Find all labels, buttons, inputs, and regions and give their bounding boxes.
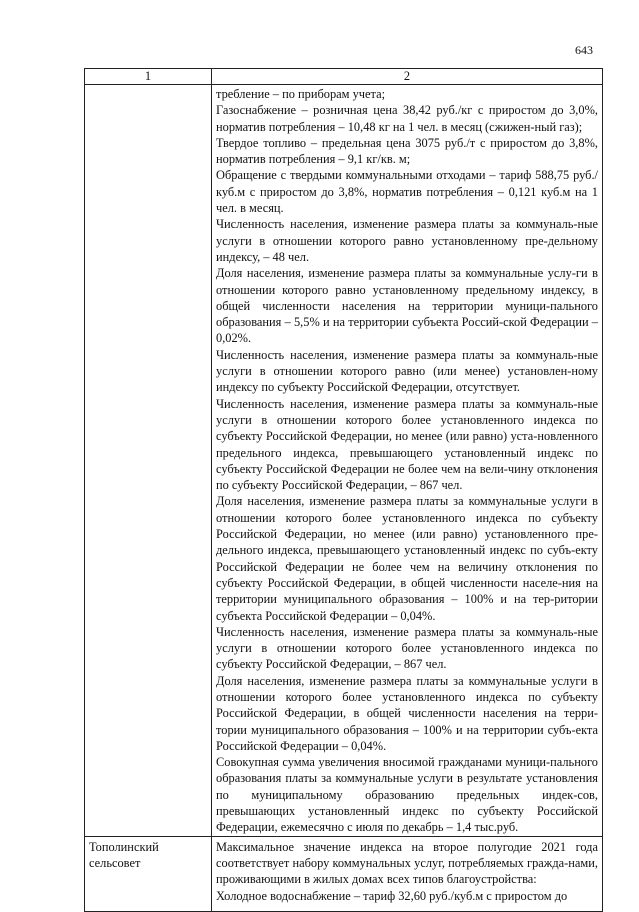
paragraph: Обращение с твердыми коммунальными отходами – тариф 588,75 руб./куб.м с приростом до 3,8%, норматив потребления – 0,121 куб.м на 1 чел. в месяц. (216, 168, 598, 216)
paragraph: Численность населения, изменение размера платы за коммуналь-ные услуги в отношении которого равно (или менее) установлен-ному индексу по субъекту Российской Федерации, отсутствует. (216, 347, 598, 395)
table-row (85, 85, 603, 837)
paragraph: Холодное водоснабжение – тариф 32,60 руб./куб.м с приростом до (216, 888, 568, 903)
table-header-row (85, 69, 603, 85)
row1-municipality-cell (85, 85, 212, 837)
row2-municipality-cell (85, 836, 212, 911)
paragraph: Доля населения, изменение размера платы за коммунальные услу-ги в отношении которого равно установленному предельному индексу, в общей численности населения на территории муници-пального образования – 5,5% и на территории субъекта Россий-ской Федерации – 0,02%. (216, 266, 598, 346)
municipality-name-line2: сельсовет (89, 855, 141, 870)
paragraph: Совокупная сумма увеличения вносимой гражданами муници-пального образования платы за коммунальные услуги в результате установления по муниципальному образованию предельных индек-сов, превышающих установленный индекс по субъекту Российской Федерации, ежемесячно с июля по декабрь – 1,4 тыс.руб. (216, 755, 598, 835)
column-header-1: 1 (85, 69, 212, 85)
paragraph: Численность населения, изменение размера платы за коммуналь-ные услуги в отношении которого равно установленному пре-дельному индексу, – 48 чел. (216, 217, 598, 264)
paragraph: Численность населения, изменение размера платы за коммуналь-ные услуги в отношении которого более установленного индекса по субъекту Российской Федерации, – 867 чел. (216, 624, 598, 672)
row1-description-cell (212, 85, 603, 837)
row2-description-cell (212, 836, 603, 911)
page-number: 643 (575, 43, 593, 57)
table-row (85, 836, 603, 911)
paragraph: Твердое топливо – предельная цена 3075 руб./т с приростом до 3,8%, норматив потребления – 9,1 кг/кв. м; (216, 135, 598, 167)
column-header-2: 2 (212, 69, 603, 85)
document-table (84, 68, 603, 912)
paragraph: требление – по приборам учета; (216, 87, 386, 101)
paragraph: Газоснабжение – розничная цена 38,42 руб./кг с приростом до 3,0%, норматив потребления – 10,48 кг на 1 чел. в месяц (сжижен-ный газ); (216, 103, 598, 134)
paragraph: Доля населения, изменение размера платы за коммунальные услуги в отношении которого более установленного индекса по субъекту Российской Федерации, в общей численности населения на терри-тории муниципального образования – 100% и на территории субъ-екта Российской Федерации – 0,04%. (216, 673, 598, 753)
paragraph: Доля населения, изменение размера платы за коммунальные услуги в отношении которого более установленного индекса по субъекту Российской Федерации, но менее (или равно) установленного пре-дельного индекса, превышающего установленный индекс по субъ-екту Российской Федерации не более чем на величину отклонения по субъекту Российской Федерации, в общей численности населе-ния на территории муниципального образования – 100% и на тер-ритории субъекта Российской Федерации – 0,04%. (216, 494, 598, 623)
paragraph: Максимальное значение индекса на второе полугодие 2021 года соответствует набору коммунальных услуг, потребляемых гражда-нами, проживающими в жилых домах всех типов благоустройства: (216, 839, 598, 887)
municipality-name-line1: Тополинский (89, 839, 159, 854)
paragraph: Численность населения, изменение размера платы за коммуналь-ные услуги в отношении которого более установленного индекса по субъекту Российской Федерации, но менее (или равно) уста-новленного предельного индекса, превышающего установленный индекс по субъекту Российской Федерации не более чем на вели-чину отклонения по субъекту Российской Федерации, – 867 чел. (216, 396, 598, 493)
